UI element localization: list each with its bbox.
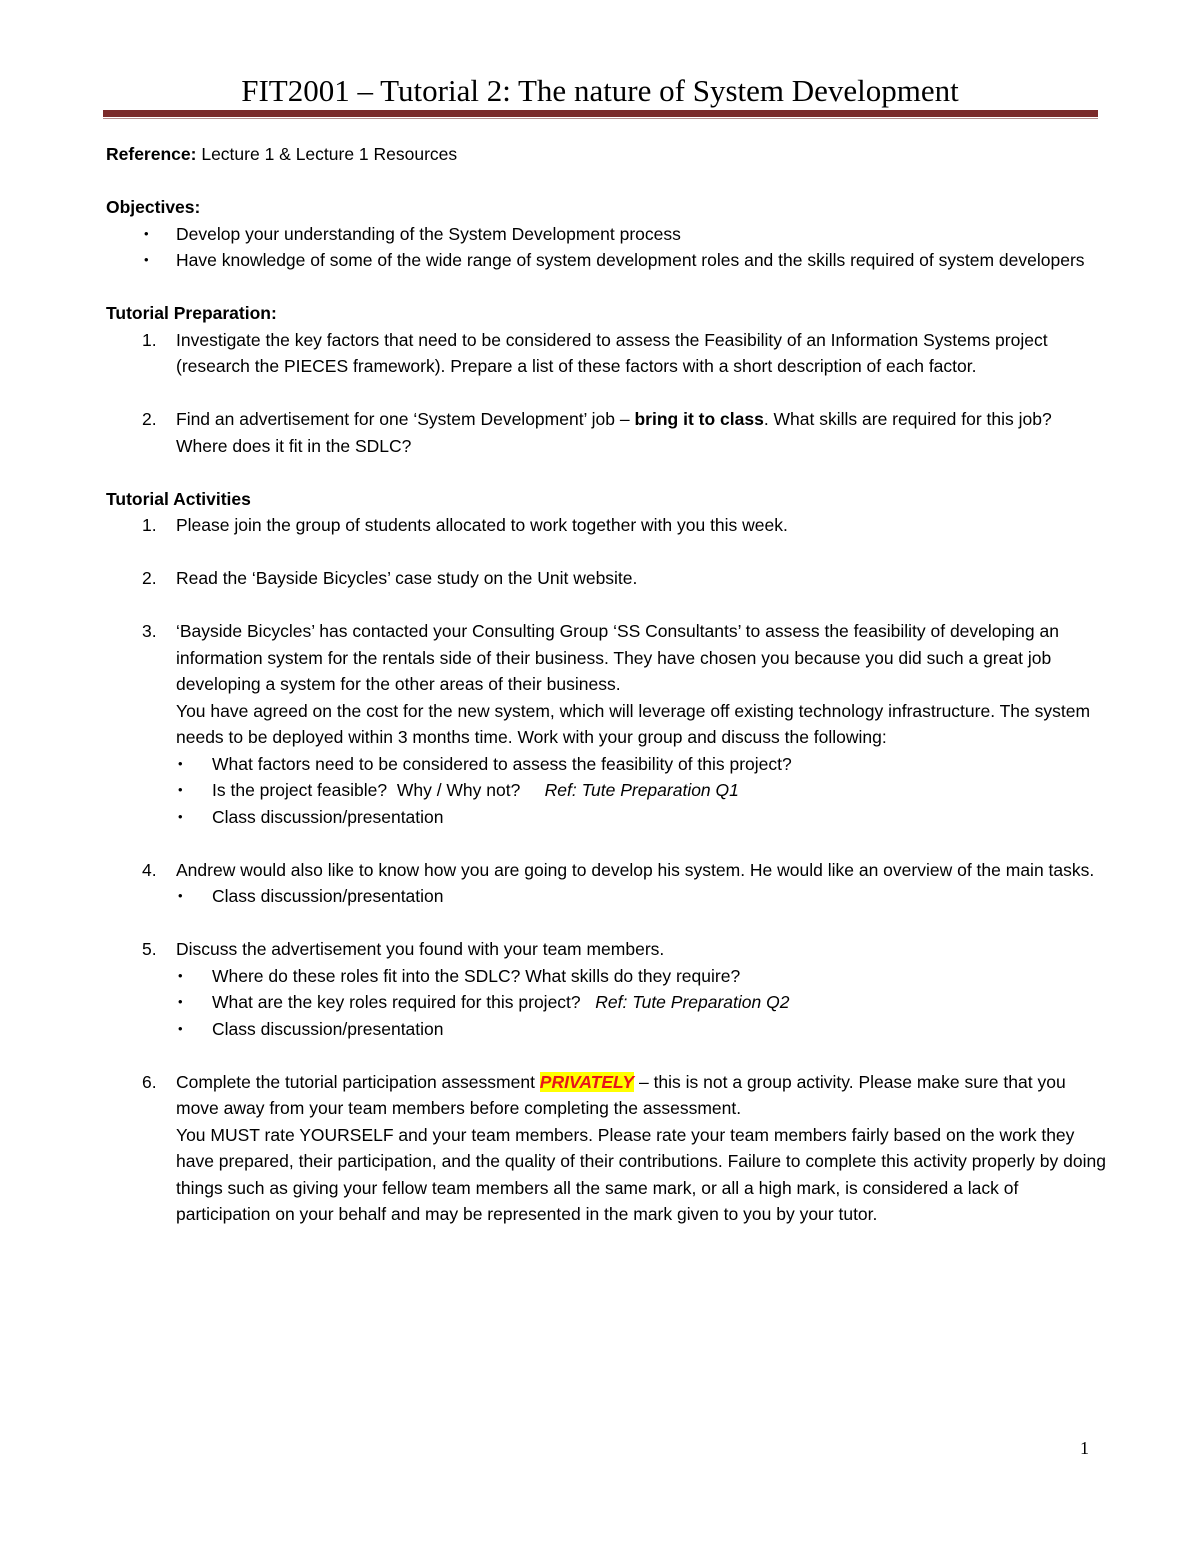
bullet-icon: • (178, 967, 183, 983)
activity-subitem: • Is the project feasible? Why / Why not? Ref: Tute Preparation Q1 (106, 777, 1106, 804)
activity-subitem: • What factors need to be considered to assess the feasibility of this project? (106, 751, 1106, 778)
objective-item: • Develop your understanding of the System Development process (106, 221, 1106, 248)
reference-label: Reference: (106, 144, 197, 164)
document-body (106, 141, 1106, 1228)
activity-subitem: • Where do these roles fit into the SDLC? What skills do they require? (106, 963, 1106, 990)
bullet-icon: • (178, 994, 183, 1009)
activity-subitem: • Class discussion/presentation (106, 1016, 1106, 1043)
reference-text: Lecture 1 & Lecture 1 Resources (196, 144, 458, 164)
item-number: 4. (142, 859, 157, 880)
item-number: 3. (142, 621, 157, 641)
item-number: 1. (142, 515, 157, 535)
activity-subitem: • What are the key roles required for this project? Ref: Tute Preparation Q2 (106, 989, 1106, 1016)
activity-subitem: • Class discussion/presentation (106, 883, 1106, 910)
bullet-icon: • (178, 808, 183, 824)
bullet-icon: • (144, 252, 149, 267)
activity-item: 3. ‘Bayside Bicycles’ has contacted your Consulting Group ‘SS Consultants’ to assess the feasibility of developing an information system for the rentals side of their business. They have chosen you because you did such a great job developing a system for the other areas of their business. You have agreed on the cost for the new system, which will leverage off existing technology infrastructure. The system needs to be deployed within 3 months time. Work with your group and discuss the following: (106, 618, 1106, 751)
item-number: 1. (142, 329, 157, 350)
objective-item: • Have knowledge of some of the wide range of system development roles and the skills required of system developers (106, 247, 1106, 274)
title-rule (103, 110, 1098, 117)
activity-item: 4. Andrew would also like to know how you are going to develop his system. He would like an overview of the main tasks. (106, 857, 1106, 884)
activity-item: 6. Complete the tutorial participation assessment PRIVATELY – this is not a group activity. Please make sure that you move away from your team members before completing the assessment. You MUST rate YOURSELF and your team members. Please rate your team members fairly based on the work they have prepared, their participation, and the quality of their contributions. Failure to complete this activity properly by doing things such as giving your fellow team members all the same mark, or all a high mark, is considered a lack of participation on your behalf and may be represented in the mark given to you by your tutor. (106, 1069, 1106, 1228)
reference-note: Ref: Tute Preparation Q1 (544, 780, 739, 800)
item-number: 2. (142, 409, 157, 429)
activity-subitem: • Class discussion/presentation (106, 804, 1106, 831)
item-number: 6. (142, 1071, 157, 1092)
preparation-heading: Tutorial Preparation: (106, 303, 277, 323)
reference-note: Ref: Tute Preparation Q2 (595, 992, 790, 1012)
activity-item: 2. Read the ‘Bayside Bicycles’ case study on the Unit website. (106, 565, 1106, 592)
bullet-icon: • (178, 1020, 183, 1036)
page-number: 1 (1080, 1438, 1089, 1458)
bullet-icon: • (144, 225, 149, 241)
title-rule-thin (103, 118, 1098, 119)
item-number: 2. (142, 568, 157, 588)
objectives-heading: Objectives: (106, 197, 201, 217)
activity-item: 1. Please join the group of students allocated to work together with you this week. (106, 512, 1106, 539)
item-number: 5. (142, 939, 157, 959)
activities-heading: Tutorial Activities (106, 488, 251, 509)
page-title: FIT2001 – Tutorial 2: The nature of System Development (241, 73, 959, 108)
activity-item: 5. Discuss the advertisement you found with your team members. (106, 936, 1106, 963)
preparation-item: 2. Find an advertisement for one ‘System Development’ job – bring it to class. What skills are required for this job? Where does it fit in the SDLC? (106, 406, 1106, 459)
privately-highlight: PRIVATELY (539, 1071, 635, 1092)
bullet-icon: • (178, 782, 183, 797)
bullet-icon: • (178, 755, 183, 771)
reference-line (106, 141, 1106, 168)
bullet-icon: • (178, 888, 183, 903)
preparation-item: 1. Investigate the key factors that need to be considered to assess the Feasibility of an Information Systems project (research the PIECES framework). Prepare a list of these factors with a short description of each factor. (106, 327, 1106, 380)
